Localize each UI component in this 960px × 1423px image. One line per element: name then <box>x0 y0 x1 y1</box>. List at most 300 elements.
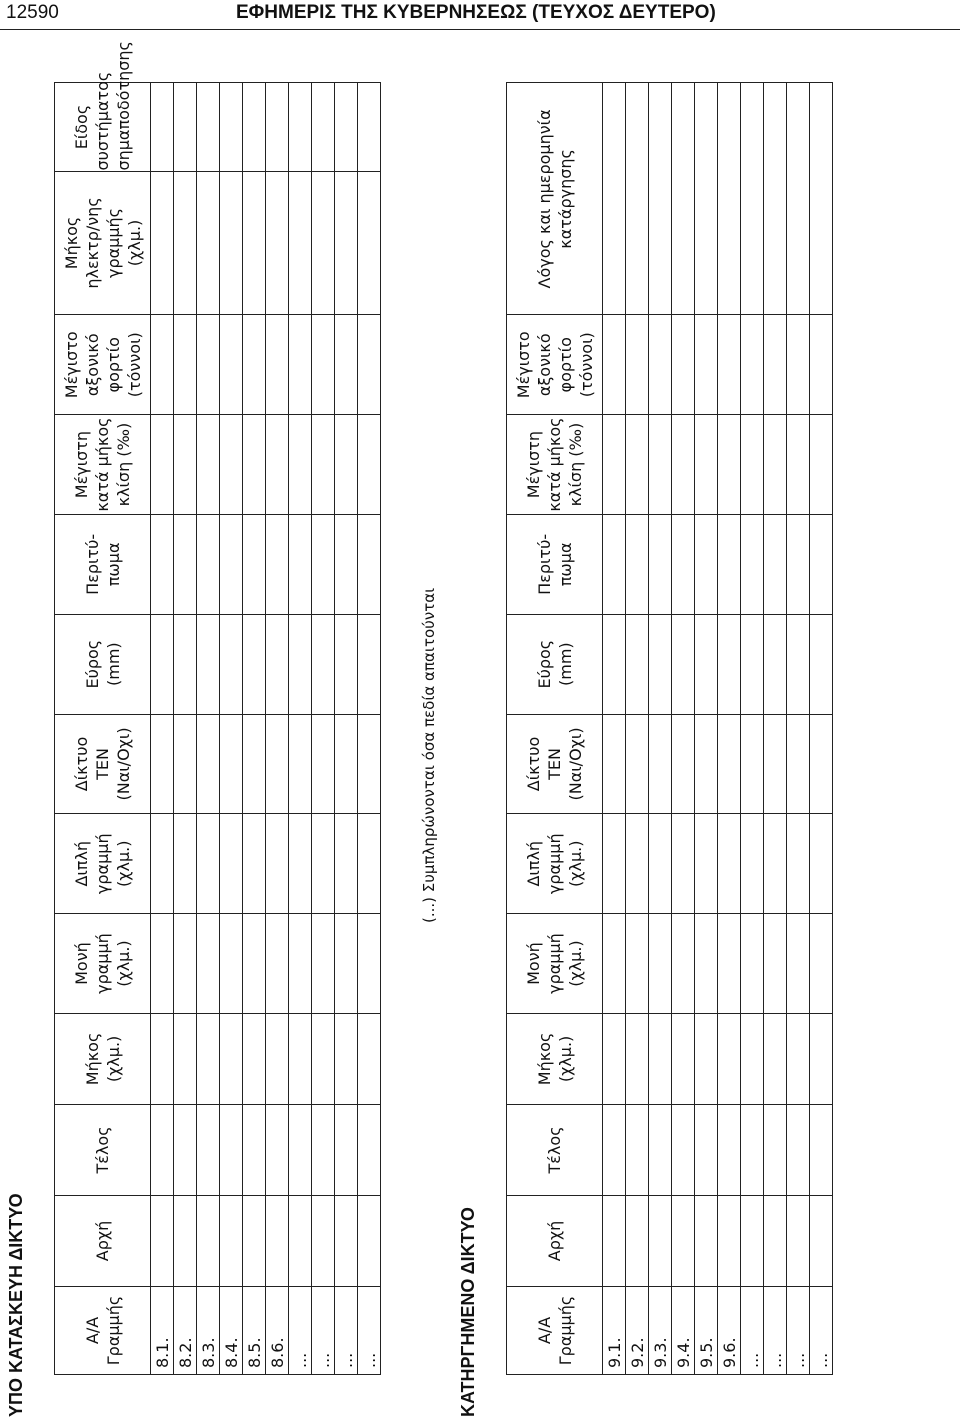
table-cell <box>718 514 741 614</box>
header-line: φορτίο <box>555 337 575 393</box>
table-cell <box>741 714 764 814</box>
header-line: Α/Α <box>82 1316 102 1345</box>
header-line: ηλεκτρ/νης <box>82 197 102 289</box>
table-cell <box>220 1013 243 1104</box>
table-cell <box>695 714 718 814</box>
table-cell <box>266 1013 289 1104</box>
table-cell <box>672 1104 695 1195</box>
table-cell <box>810 714 833 814</box>
table-cell <box>695 1104 718 1195</box>
header-line: κατά μήκος <box>93 417 112 512</box>
table-cell <box>266 415 289 515</box>
table-cell <box>243 1104 266 1195</box>
table-cell <box>764 814 787 914</box>
table-cell <box>220 614 243 714</box>
table-cell <box>289 1195 312 1286</box>
table-cell <box>243 614 266 714</box>
header-row <box>507 54 603 1375</box>
header-line: Α/Α <box>534 1316 554 1345</box>
table-cell <box>649 914 672 1014</box>
header-line: (χλμ.) <box>114 840 133 887</box>
table-cell <box>810 814 833 914</box>
row-number: ... <box>764 1286 787 1374</box>
header-line: (Ναι/Οχι) <box>566 727 585 801</box>
col-header-gauge <box>55 614 151 714</box>
table-cell <box>266 714 289 814</box>
table-cell <box>197 415 220 515</box>
header-row <box>55 54 151 1375</box>
table-cell <box>220 814 243 914</box>
table-row <box>335 54 358 1375</box>
table-cell <box>197 315 220 415</box>
table-cell <box>649 83 672 315</box>
table-cell <box>335 315 358 415</box>
table-cell <box>289 1013 312 1104</box>
table-row <box>151 54 174 1375</box>
table-cell <box>603 315 626 415</box>
table-cell <box>266 83 289 171</box>
table-cell <box>312 614 335 714</box>
table-cell <box>626 1104 649 1195</box>
header-line: (τόννοι) <box>576 332 596 398</box>
table-cell <box>787 614 810 714</box>
header-line: (mm) <box>103 642 123 686</box>
table-cell <box>335 1195 358 1286</box>
table-cell <box>626 914 649 1014</box>
row-number: 8.1. <box>151 1286 174 1374</box>
table-cell <box>220 1104 243 1195</box>
table-cell <box>289 415 312 515</box>
table-cell <box>603 914 626 1014</box>
table-cell <box>197 83 220 171</box>
table-cell <box>335 814 358 914</box>
row-number: ... <box>787 1286 810 1374</box>
table-cell <box>603 514 626 614</box>
table-cell <box>718 1104 741 1195</box>
table-cell <box>243 914 266 1014</box>
table-cell <box>672 814 695 914</box>
table-cell <box>672 415 695 515</box>
table-cell <box>151 415 174 515</box>
header-line: Μέγιστο <box>61 331 81 399</box>
gazette-title: ΕΦΗΜΕΡΙΣ ΤΗΣ ΚΥΒΕΡΝΗΣΕΩΣ (ΤΕΥΧΟΣ ΔΕΥΤΕΡΟ) <box>236 2 716 23</box>
col-header-double-line <box>507 814 603 914</box>
header-line: ΤΕΝ <box>93 748 112 780</box>
table-row <box>197 54 220 1375</box>
table-cell <box>220 315 243 415</box>
row-number: ... <box>358 1286 381 1374</box>
row-number: ... <box>335 1286 358 1374</box>
table-cell <box>289 83 312 171</box>
table-cell <box>197 1195 220 1286</box>
table-cell <box>787 315 810 415</box>
col-header-max-axle-load <box>507 315 603 415</box>
header-line: (χλμ.) <box>114 940 133 987</box>
table-cell <box>649 1013 672 1104</box>
table-cell <box>289 814 312 914</box>
table-cell <box>672 914 695 1014</box>
table-cell <box>649 714 672 814</box>
table-row <box>266 54 289 1375</box>
header-line: γραμμής <box>103 207 123 278</box>
table-row <box>649 54 672 1375</box>
table-cell <box>220 83 243 171</box>
row-number: 9.3. <box>649 1286 672 1374</box>
table-cell <box>787 914 810 1014</box>
row-number: 9.6. <box>718 1286 741 1374</box>
table-cell <box>672 83 695 315</box>
table-cell <box>174 1195 197 1286</box>
table-cell <box>764 914 787 1014</box>
col-header-single-line <box>55 914 151 1014</box>
row-number: ... <box>810 1286 833 1374</box>
col-header-max-gradient <box>55 415 151 515</box>
table-cell <box>197 914 220 1014</box>
header-line: Γραμμής <box>103 1295 123 1366</box>
header-line: κλίση (‰) <box>114 422 133 507</box>
table-cell <box>810 1104 833 1195</box>
table-cell <box>810 1195 833 1286</box>
table-cell <box>764 1104 787 1195</box>
table-cell <box>695 814 718 914</box>
table-cell <box>220 415 243 515</box>
table-row <box>626 54 649 1375</box>
header-line: Δίκτυο <box>524 736 543 792</box>
table-cell <box>358 1013 381 1104</box>
table-cell <box>741 814 764 914</box>
table-cell <box>695 614 718 714</box>
header-line: Μήκος <box>82 1032 102 1086</box>
table-cell <box>197 514 220 614</box>
header-line: Περιτύ- <box>82 533 102 595</box>
table-cell <box>810 514 833 614</box>
table-cell <box>312 714 335 814</box>
table-cell <box>151 1013 174 1104</box>
table-cell <box>151 83 174 171</box>
table-cell <box>741 614 764 714</box>
table-cell <box>764 415 787 515</box>
col-header-end <box>55 1104 151 1195</box>
table-cell <box>695 315 718 415</box>
table-cell <box>243 83 266 171</box>
table-cell <box>266 1104 289 1195</box>
table-cell <box>197 614 220 714</box>
header-line: (χλμ.) <box>566 840 585 887</box>
table-cell <box>266 171 289 315</box>
table-cell <box>220 1195 243 1286</box>
table-cell <box>764 83 787 315</box>
table-cell <box>289 315 312 415</box>
table-cell <box>174 171 197 315</box>
table-cell <box>649 415 672 515</box>
table-cell <box>335 914 358 1014</box>
row-number: ... <box>312 1286 335 1374</box>
col-header-loading-gauge <box>507 514 603 614</box>
table-cell <box>764 714 787 814</box>
header-line: Μέγιστη <box>524 430 543 499</box>
under-construction-table <box>54 41 381 1375</box>
table-cell <box>358 514 381 614</box>
table-cell <box>358 415 381 515</box>
table-cell <box>243 1013 266 1104</box>
table-cell <box>358 1195 381 1286</box>
row-number: ... <box>289 1286 312 1374</box>
table-cell <box>718 1195 741 1286</box>
table-cell <box>289 914 312 1014</box>
header-line: Μήκος <box>534 1032 554 1086</box>
table-cell <box>220 171 243 315</box>
table-cell <box>312 415 335 515</box>
table-cell <box>358 614 381 714</box>
header-line: Μονή <box>524 942 543 985</box>
table-cell <box>197 1013 220 1104</box>
header-line: Μήκος <box>61 216 81 270</box>
header-line: Μονή <box>72 942 91 985</box>
header-line: Περιτύ- <box>534 533 554 595</box>
table-cell <box>649 614 672 714</box>
row-number: 9.5. <box>695 1286 718 1374</box>
table-cell <box>603 83 626 315</box>
table-cell <box>312 1104 335 1195</box>
table-cell <box>649 1104 672 1195</box>
table-cell <box>358 914 381 1014</box>
table-cell <box>335 415 358 515</box>
row-number: 8.6. <box>266 1286 289 1374</box>
table-cell <box>718 415 741 515</box>
row-number: 8.4. <box>220 1286 243 1374</box>
table-cell <box>151 814 174 914</box>
header-line: Διπλή <box>72 840 91 887</box>
table-cell <box>312 83 335 171</box>
table-cell <box>603 714 626 814</box>
header-line: Είδος συστήματος <box>72 71 112 171</box>
table-cell <box>626 714 649 814</box>
header-line: Λόγος και ημερομηνία <box>534 109 554 289</box>
table-cell <box>787 83 810 315</box>
table-cell <box>174 914 197 1014</box>
table-cell <box>695 514 718 614</box>
header-line: Μέγιστη <box>72 430 91 499</box>
col-header-start <box>55 1195 151 1286</box>
table-cell <box>695 83 718 315</box>
table-cell <box>649 814 672 914</box>
table-cell <box>358 83 381 171</box>
table-cell <box>243 1195 266 1286</box>
table-cell <box>626 1013 649 1104</box>
table-cell <box>672 714 695 814</box>
table-row <box>220 54 243 1375</box>
table-cell <box>151 315 174 415</box>
header-line: πωμα <box>555 542 575 587</box>
table-cell <box>358 814 381 914</box>
header-line: γραμμή <box>545 933 564 994</box>
table-cell <box>197 814 220 914</box>
table-cell <box>626 814 649 914</box>
table-cell <box>197 1104 220 1195</box>
table-cell <box>335 614 358 714</box>
table-cell <box>151 714 174 814</box>
header-line: Γραμμής <box>555 1295 575 1366</box>
table-row <box>603 54 626 1375</box>
table-cell <box>174 415 197 515</box>
table-cell <box>810 614 833 714</box>
header-line: γραμμή <box>93 933 112 994</box>
table-cell <box>335 83 358 171</box>
table-row <box>810 54 833 1375</box>
table-cell <box>243 714 266 814</box>
table-cell <box>312 315 335 415</box>
table-cell <box>335 1013 358 1104</box>
table-cell <box>626 514 649 614</box>
table-cell <box>672 315 695 415</box>
table-cell <box>358 1104 381 1195</box>
header-line: Εύρος <box>534 639 554 689</box>
col-header-ten-network <box>507 714 603 814</box>
table-cell <box>335 514 358 614</box>
header-line: αξονικό <box>82 333 102 397</box>
table-cell <box>741 315 764 415</box>
table-cell <box>174 814 197 914</box>
table-cell <box>335 714 358 814</box>
col-header-ten-network <box>55 714 151 814</box>
table-cell <box>695 415 718 515</box>
header-line: Δίκτυο <box>72 736 91 792</box>
table-cell <box>174 514 197 614</box>
table-cell <box>603 1104 626 1195</box>
table-row <box>243 54 266 1375</box>
table-cell <box>174 1104 197 1195</box>
table-cell <box>151 614 174 714</box>
header-line: (χλμ.) <box>103 1035 123 1083</box>
page-number: 12590 <box>6 2 59 23</box>
table-cell <box>764 1195 787 1286</box>
table-cell <box>358 315 381 415</box>
table-cell <box>243 514 266 614</box>
table-cell <box>358 714 381 814</box>
table-cell <box>151 914 174 1014</box>
header-line: Εύρος <box>82 639 102 689</box>
table-cell <box>764 514 787 614</box>
col-header-length <box>507 1013 603 1104</box>
row-number: ... <box>741 1286 764 1374</box>
table-cell <box>787 1195 810 1286</box>
table-cell <box>312 1195 335 1286</box>
table-cell <box>312 914 335 1014</box>
table-cell <box>787 1104 810 1195</box>
table-cell <box>810 415 833 515</box>
table-cell <box>289 614 312 714</box>
table-cell <box>764 1013 787 1104</box>
table-cell <box>312 1013 335 1104</box>
table-cell <box>266 315 289 415</box>
table-cell <box>603 814 626 914</box>
table-cell <box>289 514 312 614</box>
table-cell <box>626 1195 649 1286</box>
table-cell <box>603 614 626 714</box>
table-cell <box>649 1195 672 1286</box>
table-cell <box>810 315 833 415</box>
table-row <box>695 54 718 1375</box>
header-line: κατά μήκος <box>545 417 564 512</box>
table-row <box>787 54 810 1375</box>
table-cell <box>266 514 289 614</box>
col-header-loading-gauge <box>55 514 151 614</box>
table-cell <box>626 614 649 714</box>
header-line: (τόννοι) <box>124 332 144 398</box>
table-cell <box>151 1195 174 1286</box>
table-cell <box>289 171 312 315</box>
section1-title: ΥΠΟ ΚΑΤΑΣΚΕΥΗ ΔΙΚΤΥΟ <box>6 1193 26 1417</box>
table-cell <box>174 315 197 415</box>
table-cell <box>672 614 695 714</box>
col-header-electrified-length <box>55 171 151 315</box>
col-header-end <box>507 1104 603 1195</box>
table-cell <box>741 1104 764 1195</box>
header-line: γραμμή <box>93 833 112 895</box>
table-cell <box>626 83 649 315</box>
table-cell <box>764 315 787 415</box>
row-number: 9.1. <box>603 1286 626 1374</box>
table-cell <box>695 1013 718 1104</box>
header-line: Αρχή <box>93 1220 112 1262</box>
header-line: φορτίο <box>103 337 123 393</box>
table-cell <box>787 415 810 515</box>
col-header-start <box>507 1195 603 1286</box>
header-line: κατάργησης <box>555 149 575 249</box>
table-cell <box>243 415 266 515</box>
table-cell <box>741 914 764 1014</box>
table-cell <box>695 914 718 1014</box>
col-header-single-line <box>507 914 603 1014</box>
header-line: (mm) <box>555 642 575 686</box>
table-cell <box>197 714 220 814</box>
header-line: γραμμή <box>545 833 564 895</box>
header-line: (χλμ.) <box>124 219 144 267</box>
table-cell <box>312 514 335 614</box>
table-cell <box>741 415 764 515</box>
row-number: 9.2. <box>626 1286 649 1374</box>
table-cell <box>695 1195 718 1286</box>
table-cell <box>266 814 289 914</box>
col-header-line-no <box>507 1286 603 1374</box>
table-cell <box>603 1195 626 1286</box>
header-line: (χλμ.) <box>566 940 585 987</box>
table-cell <box>243 315 266 415</box>
table-cell <box>174 1013 197 1104</box>
row-number: 8.5. <box>243 1286 266 1374</box>
table-cell <box>764 614 787 714</box>
col-header-signalling-system <box>55 41 151 171</box>
header-line: Μέγιστο <box>513 331 533 399</box>
header-line: ΤΕΝ <box>545 748 564 780</box>
table-cell <box>151 1104 174 1195</box>
row-number: 8.2. <box>174 1286 197 1374</box>
table-cell <box>174 83 197 171</box>
table-cell <box>810 83 833 315</box>
col-header-max-axle-load <box>55 315 151 415</box>
table-cell <box>718 714 741 814</box>
header-line: (Ναι/Οχι) <box>114 727 133 801</box>
col-header-length <box>55 1013 151 1104</box>
section2-title: ΚΑΤΗΡΓΗΜΕΝΟ ΔΙΚΤΥΟ <box>458 1207 478 1417</box>
table-row <box>718 54 741 1375</box>
table-cell <box>312 814 335 914</box>
header-line: Αρχή <box>545 1220 564 1262</box>
header-line: αξονικό <box>534 333 554 397</box>
table-cell <box>289 1104 312 1195</box>
col-header-max-gradient <box>507 415 603 515</box>
table-cell <box>672 514 695 614</box>
